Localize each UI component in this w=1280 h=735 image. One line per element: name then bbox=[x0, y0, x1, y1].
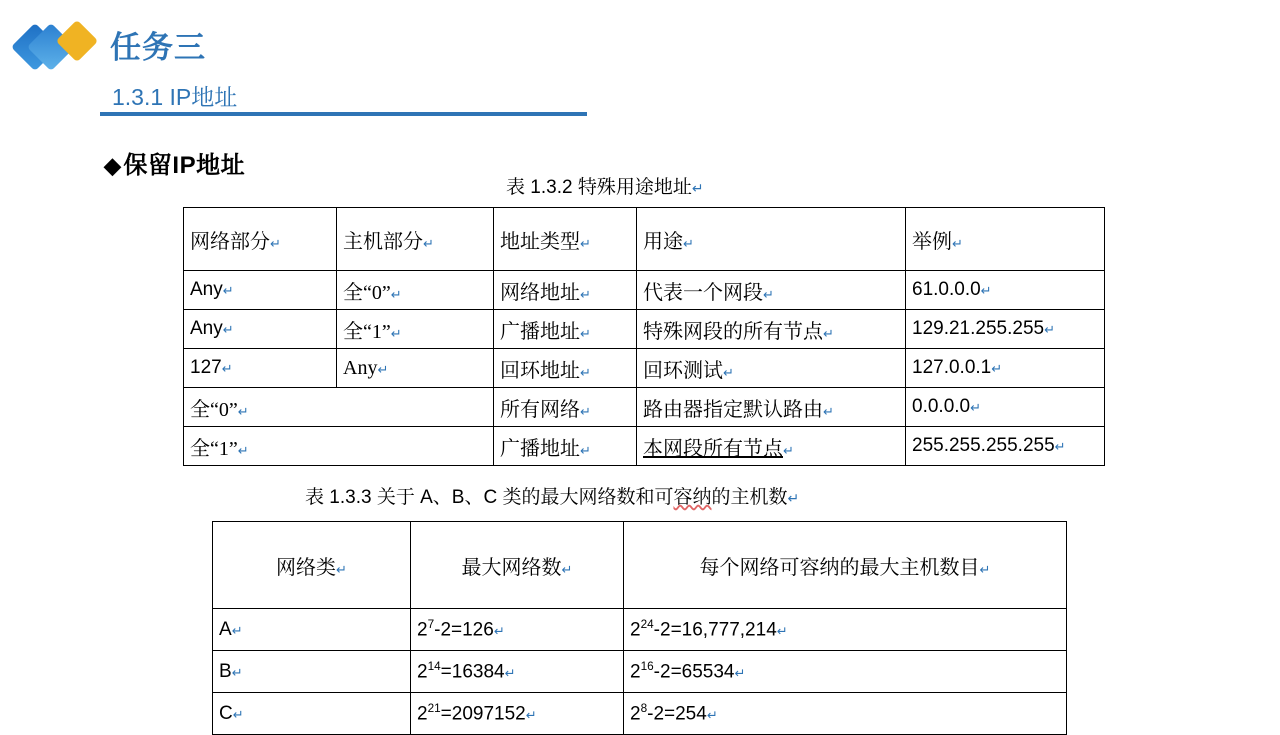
table-class-caption-part2: 的主机数 bbox=[711, 487, 788, 508]
cr-mark-icon: ↵ bbox=[776, 623, 788, 639]
cr-mark-icon: ↵ bbox=[783, 442, 794, 458]
table-cell: 全“1”↵ bbox=[184, 427, 494, 466]
cr-mark-icon: ↵ bbox=[991, 361, 1003, 376]
table-row bbox=[213, 609, 1067, 651]
table-header-cell: 举例↵ bbox=[906, 208, 1105, 271]
cr-mark-icon: ↵ bbox=[525, 707, 537, 723]
table-class-caption bbox=[305, 482, 799, 509]
cr-mark-icon: ↵ bbox=[683, 235, 694, 251]
table-cell: 全“0”↵ bbox=[184, 388, 494, 427]
logo-icon bbox=[18, 24, 100, 70]
cr-mark-icon: ↵ bbox=[580, 235, 591, 251]
table-cell: 129.21.255.255↵ bbox=[906, 310, 1105, 349]
table-cell: 127.0.0.1↵ bbox=[906, 349, 1105, 388]
cr-mark-icon: ↵ bbox=[390, 325, 402, 341]
table-cell: 61.0.0.0↵ bbox=[906, 271, 1105, 310]
table-class-caption-part1: 表 1.3.3 关于 A、B、C 类的最大网络数和可 bbox=[305, 487, 674, 508]
cr-mark-icon: ↵ bbox=[231, 664, 243, 680]
diamond-bullet-icon: ◆ bbox=[104, 153, 122, 178]
table-cell: Any↵ bbox=[184, 310, 337, 349]
table-row bbox=[184, 208, 1105, 271]
cr-mark-icon: ↵ bbox=[734, 665, 746, 681]
table-header-cell: 主机部分↵ bbox=[337, 208, 494, 271]
table-row bbox=[184, 310, 1105, 349]
cr-mark-icon: ↵ bbox=[423, 235, 434, 251]
page-subtitle: 1.3.1 IP地址 bbox=[112, 84, 238, 110]
cr-mark-icon: ↵ bbox=[823, 325, 834, 341]
table-row bbox=[184, 388, 1105, 427]
cr-mark-icon: ↵ bbox=[1054, 439, 1066, 454]
cr-mark-icon: ↵ bbox=[222, 322, 234, 337]
cr-mark-icon: ↵ bbox=[952, 235, 963, 251]
cr-mark-icon: ↵ bbox=[232, 706, 244, 722]
section-heading bbox=[104, 145, 245, 180]
cr-mark-icon: ↵ bbox=[493, 623, 505, 639]
cr-mark-icon: ↵ bbox=[580, 325, 591, 341]
table-header-cell: 最大网络数↵ bbox=[411, 522, 624, 609]
cr-mark-icon: ↵ bbox=[787, 490, 800, 506]
table-row bbox=[213, 522, 1067, 609]
cr-mark-icon: ↵ bbox=[561, 561, 573, 577]
table-cell: 路由器指定默认路由↵ bbox=[637, 388, 906, 427]
cr-mark-icon: ↵ bbox=[979, 561, 991, 577]
cr-mark-icon: ↵ bbox=[231, 622, 243, 638]
table-cell: $2^{14}=16384↵$ bbox=[411, 651, 624, 693]
table-cell: B↵ bbox=[213, 651, 411, 693]
table-cell: 255.255.255.255↵ bbox=[906, 427, 1105, 466]
cr-mark-icon: ↵ bbox=[221, 361, 233, 376]
cr-mark-icon: ↵ bbox=[580, 364, 591, 380]
cr-mark-icon: ↵ bbox=[970, 400, 982, 415]
table-class-caption-wavy: 容纳 bbox=[673, 487, 712, 508]
table-special-caption-text: 表 1.3.2 特殊用途地址 bbox=[506, 177, 692, 198]
cr-mark-icon: ↵ bbox=[580, 442, 591, 458]
cr-mark-icon: ↵ bbox=[222, 283, 234, 298]
table-cell: 广播地址↵ bbox=[494, 310, 637, 349]
table-row bbox=[184, 427, 1105, 466]
table-cell: 广播地址↵ bbox=[494, 427, 637, 466]
slide-header bbox=[0, 0, 1280, 125]
table-cell: 所有网络↵ bbox=[494, 388, 637, 427]
table-cell: 回环地址↵ bbox=[494, 349, 637, 388]
cr-mark-icon: ↵ bbox=[237, 442, 249, 458]
table-cell: 127↵ bbox=[184, 349, 337, 388]
cr-mark-icon: ↵ bbox=[580, 403, 591, 419]
table-cell: 全“0”↵ bbox=[337, 271, 494, 310]
table-cell: $2^8-2=254↵$ bbox=[624, 693, 1067, 735]
table-row bbox=[213, 693, 1067, 735]
table-header-cell: 用途↵ bbox=[637, 208, 906, 271]
cr-mark-icon: ↵ bbox=[237, 403, 249, 419]
table-cell: Any↵ bbox=[184, 271, 337, 310]
table-row bbox=[184, 349, 1105, 388]
table-special-caption bbox=[506, 172, 704, 199]
table-cell: 特殊网段的所有节点↵ bbox=[637, 310, 906, 349]
cr-mark-icon: ↵ bbox=[377, 361, 389, 377]
table-cell: C↵ bbox=[213, 693, 411, 735]
cr-mark-icon: ↵ bbox=[723, 364, 734, 380]
table-cell: 0.0.0.0↵ bbox=[906, 388, 1105, 427]
cr-mark-icon: ↵ bbox=[706, 707, 718, 723]
table-cell: Any↵ bbox=[337, 349, 494, 388]
table-cell: 全“1”↵ bbox=[337, 310, 494, 349]
table-cell: 回环测试↵ bbox=[637, 349, 906, 388]
cr-mark-icon: ↵ bbox=[270, 235, 281, 251]
table-header-cell: 网络部分↵ bbox=[184, 208, 337, 271]
table-cell: A↵ bbox=[213, 609, 411, 651]
table-header-cell: 网络类↵ bbox=[213, 522, 411, 609]
cr-mark-icon: ↵ bbox=[504, 665, 516, 681]
cr-mark-icon: ↵ bbox=[823, 403, 834, 419]
table-cell: 本网段所有节点↵ bbox=[637, 427, 906, 466]
table-class-capacity bbox=[212, 521, 1067, 735]
table-cell: $2^7-2=126↵$ bbox=[411, 609, 624, 651]
cr-mark-icon: ↵ bbox=[390, 286, 402, 302]
table-row bbox=[213, 651, 1067, 693]
table-cell: 代表一个网段↵ bbox=[637, 271, 906, 310]
title-underline-rule bbox=[100, 112, 587, 116]
cr-mark-icon: ↵ bbox=[336, 561, 347, 577]
table-cell: $2^{24}-2=16,777,214↵$ bbox=[624, 609, 1067, 651]
section-heading-label: 保留IP地址 bbox=[123, 152, 246, 179]
page-title: 任务三 bbox=[110, 30, 206, 65]
cr-mark-icon: ↵ bbox=[763, 286, 774, 302]
cr-mark-icon: ↵ bbox=[980, 283, 992, 298]
table-header-cell: 地址类型↵ bbox=[494, 208, 637, 271]
table-cell: 网络地址↵ bbox=[494, 271, 637, 310]
cr-mark-icon: ↵ bbox=[580, 286, 591, 302]
cr-mark-icon: ↵ bbox=[1044, 322, 1055, 337]
table-cell: $2^{21}=2097152↵$ bbox=[411, 693, 624, 735]
table-cell: $2^{16}-2=65534↵$ bbox=[624, 651, 1067, 693]
table-row bbox=[184, 271, 1105, 310]
cr-mark-icon: ↵ bbox=[691, 180, 704, 196]
table-header-cell: 每个网络可容纳的最大主机数目↵ bbox=[624, 522, 1067, 609]
table-special-purpose-addresses bbox=[183, 207, 1105, 466]
